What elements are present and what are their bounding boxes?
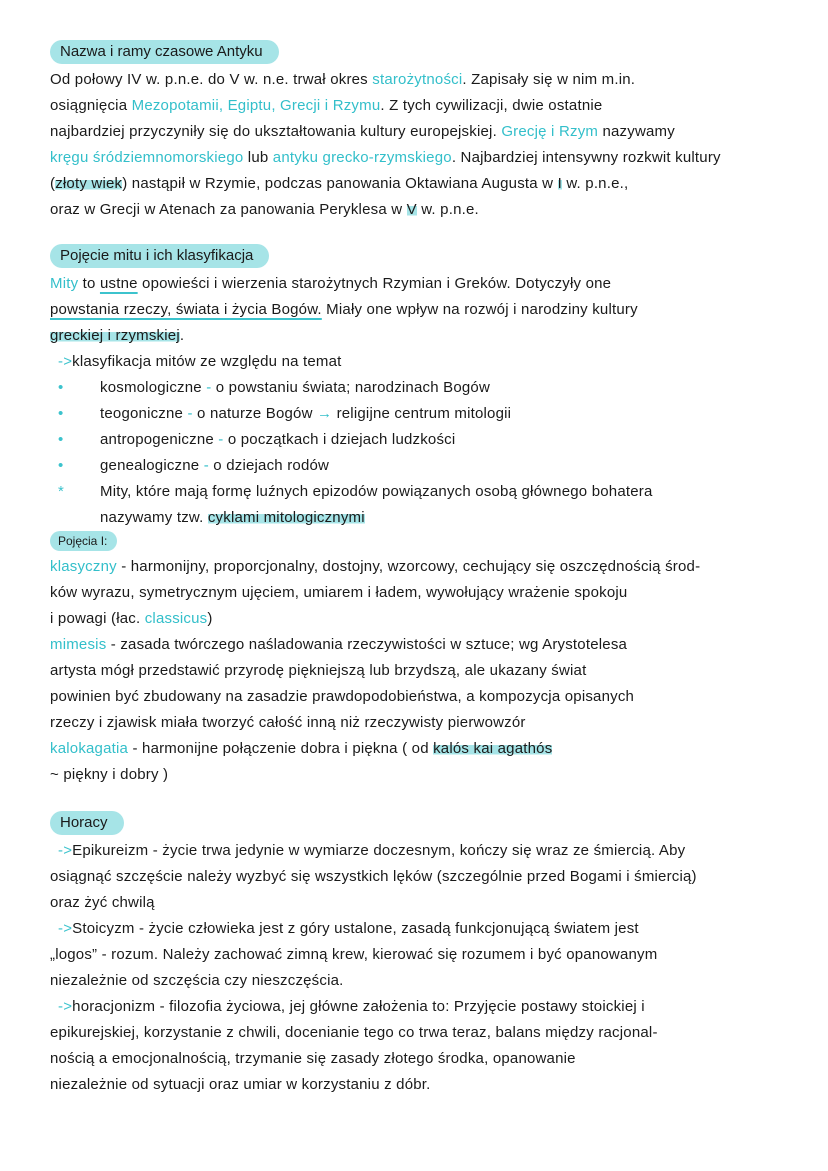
text-line: [50, 890, 790, 916]
section-title: Pojęcie mitu i ich klasyfikacja: [50, 244, 269, 268]
list-item: [50, 375, 790, 401]
highlighted-text: greckiej i rzymskiej: [50, 327, 180, 344]
highlighted-text: I: [557, 175, 562, 192]
list-item: [50, 479, 790, 505]
notes-section: [50, 531, 790, 788]
key-term: -: [213, 431, 228, 448]
text-line: [50, 606, 790, 632]
highlighted-text: kalós kai agathós: [433, 740, 553, 757]
text-line: [50, 1072, 790, 1098]
text-segment: o naturze Bogów: [197, 405, 317, 422]
text-segment: epikurejskiej, korzystanie z chwili, docenianie tego co trwa teraz, balans między racjonal-: [50, 1024, 658, 1041]
bullet-icon: •: [58, 405, 64, 422]
text-segment: artysta mógł przedstawić przyrodę piękniejszą lub brzydszą, ale ukazany świat: [50, 662, 587, 679]
text-line: [50, 632, 790, 658]
text-segment: nazywamy: [598, 123, 675, 140]
text-segment: (: [50, 175, 56, 192]
key-term: Grecję i Rzym: [501, 123, 599, 140]
text-line: [50, 762, 790, 788]
key-term: klasyczny: [50, 558, 117, 575]
text-segment: niezależnie od sytuacji oraz umiar w korzystaniu z dóbr.: [50, 1076, 431, 1093]
text-segment: opowieści i wierzenia starożytnych Rzymian i Greków. Dotyczyły one: [137, 275, 612, 292]
text-segment: kosmologiczne: [100, 379, 202, 396]
highlighted-text: V: [406, 201, 417, 218]
text-line: [50, 1046, 790, 1072]
arrow-icon: ->: [58, 353, 73, 370]
key-term: kalokagatia: [50, 740, 129, 757]
text-segment: nazywamy tzw.: [100, 509, 208, 526]
text-line: [50, 684, 790, 710]
list-item: [50, 838, 790, 864]
section-title: Pojęcia I:: [50, 531, 117, 551]
text-segment: horacjonizm - filozofia życiowa, jej główne założenia to: Przyjęcie postawy stoickiej i: [72, 998, 645, 1015]
text-segment: o dziejach rodów: [213, 457, 330, 474]
key-term: Mity: [50, 275, 79, 292]
text-segment: ~ piękny i dobry ): [50, 766, 169, 783]
text-segment: niezależnie od szczęścia czy nieszczęścia.: [50, 972, 344, 989]
text-line: [50, 864, 790, 890]
text-segment: powinien być zbudowany na zasadzie prawdopodobieństwa, a kompozycja opisanych: [50, 688, 635, 705]
text-line: [50, 119, 790, 145]
list-item: [50, 916, 790, 942]
text-segment: oraz w Grecji w Atenach za panowania Peryklesa w: [50, 201, 407, 218]
section-title: Nazwa i ramy czasowe Antyku: [50, 40, 279, 64]
text-segment: .: [179, 327, 185, 344]
text-segment: o powstaniu świata; narodzinach Bogów: [215, 379, 490, 396]
arrow-icon: ->: [58, 920, 73, 937]
highlighted-text: złoty wiek: [55, 175, 123, 192]
list-item: [50, 453, 790, 479]
text-segment: osiągnąć szczęście należy wyzbyć się wszystkich lęków (szczególnie przed Bogami i śmiercią): [50, 868, 697, 885]
text-segment: Miały one wpływ na rozwój i narodziny kultury: [321, 301, 638, 318]
list-item: [50, 349, 790, 375]
key-term: Mezopotamii, Egiptu, Grecji i Rzymu: [131, 97, 381, 114]
bullet-icon: •: [58, 457, 64, 474]
text-segment: „logos” - rozum. Należy zachować zimną krew, kierować się rozumem i być opanowanym: [50, 946, 658, 963]
text-segment: nością a emocjonalnością, trzymanie się zasady złotego środka, opanowanie: [50, 1050, 576, 1067]
text-line: [50, 93, 790, 119]
section-title: Horacy: [50, 811, 124, 835]
key-term: →: [317, 405, 333, 422]
arrow-icon: ->: [58, 998, 73, 1015]
list-item: [50, 427, 790, 453]
text-segment: religijne centrum mitologii: [332, 405, 512, 422]
text-segment: osiągnięcia: [50, 97, 132, 114]
text-line: [50, 580, 790, 606]
text-segment: antropogeniczne: [100, 431, 214, 448]
key-term: -: [201, 379, 216, 396]
text-line: [50, 67, 790, 93]
text-segment: genealogiczne: [100, 457, 200, 474]
text-segment: . Z tych cywilizacji, dwie ostatnie: [380, 97, 603, 114]
text-segment: Mity, które mają formę luźnych epizodów powiązanych osobą głównego bohatera: [100, 483, 653, 500]
text-line: [50, 171, 790, 197]
highlighted-text: cyklami mitologicznymi: [207, 509, 365, 526]
key-term: classicus: [144, 610, 208, 627]
key-term: starożytności: [372, 71, 463, 88]
text-segment: Stoicyzm - życie człowieka jest z góry ustalone, zasadą funkcjonującą światem jest: [72, 920, 639, 937]
text-segment: oraz żyć chwilą: [50, 894, 155, 911]
text-segment: o początkach i dziejach ludzkości: [227, 431, 456, 448]
text-segment: to: [78, 275, 100, 292]
text-segment: najbardziej przyczyniły się do ukształtowania kultury europejskiej.: [50, 123, 502, 140]
text-segment: . Najbardziej intensywny rozkwit kultury: [451, 149, 721, 166]
text-segment: - harmonijny, proporcjonalny, dostojny, wzorcowy, cechujący się oszczędnością środ-: [116, 558, 701, 575]
text-line: [50, 197, 790, 223]
text-segment: klasyfikacja mitów ze względu na temat: [72, 353, 342, 370]
text-segment: w. p.n.e.,: [561, 175, 629, 192]
text-segment: w. p.n.e.: [416, 201, 479, 218]
key-term: antyku grecko-rzymskiego: [272, 149, 452, 166]
text-line: [50, 710, 790, 736]
text-line: [50, 271, 790, 297]
list-item: [50, 401, 790, 427]
text-line: [50, 968, 790, 994]
text-segment: rzeczy i zjawisk miała tworzyć całość inną niż rzeczywisty pierwowzór: [50, 714, 526, 731]
bullet-icon: •: [58, 431, 64, 448]
notes-section: [50, 811, 790, 1098]
text-line: [50, 554, 790, 580]
text-line: [50, 323, 790, 349]
text-segment: Epikureizm - życie trwa jedynie w wymiarze doczesnym, kończy się wraz ze śmiercią. Aby: [72, 842, 686, 859]
text-line: [50, 658, 790, 684]
text-segment: ) nastąpił w Rzymie, podczas panowania Oktawiana Augusta w: [122, 175, 558, 192]
bullet-icon: •: [58, 379, 64, 396]
asterisk-icon: *: [58, 483, 65, 500]
text-segment: i powagi (łac.: [50, 610, 145, 627]
key-term: mimesis: [50, 636, 107, 653]
notes-section: [50, 40, 790, 223]
text-segment: teogoniczne: [100, 405, 184, 422]
text-line: [50, 942, 790, 968]
arrow-icon: ->: [58, 842, 73, 859]
text-segment: - harmonijne połączenie dobra i piękna ( od: [128, 740, 434, 757]
text-segment: Od połowy IV w. p.n.e. do V w. n.e. trwał okres: [50, 71, 373, 88]
underlined-text: ustne: [99, 275, 138, 292]
text-line: [50, 736, 790, 762]
key-term: -: [183, 405, 198, 422]
text-line: [50, 1020, 790, 1046]
list-item: [50, 994, 790, 1020]
text-segment: ): [207, 610, 213, 627]
text-segment: . Zapisały się w nim m.in.: [462, 71, 636, 88]
text-segment: ków wyrazu, symetrycznym ujęciem, umiarem i ładem, wywołujący wrażenie spokoju: [50, 584, 628, 601]
key-term: kręgu śródziemnomorskiego: [50, 149, 244, 166]
text-segment: lub: [243, 149, 273, 166]
notes-section: [50, 244, 790, 531]
key-term: -: [199, 457, 214, 474]
text-line: [50, 145, 790, 171]
text-segment: - zasada twórczego naśladowania rzeczywistości w sztuce; wg Arystotelesa: [106, 636, 628, 653]
text-line: [50, 505, 790, 531]
text-line: [50, 297, 790, 323]
underlined-text: powstania rzeczy, świata i życia Bogów.: [50, 301, 322, 318]
